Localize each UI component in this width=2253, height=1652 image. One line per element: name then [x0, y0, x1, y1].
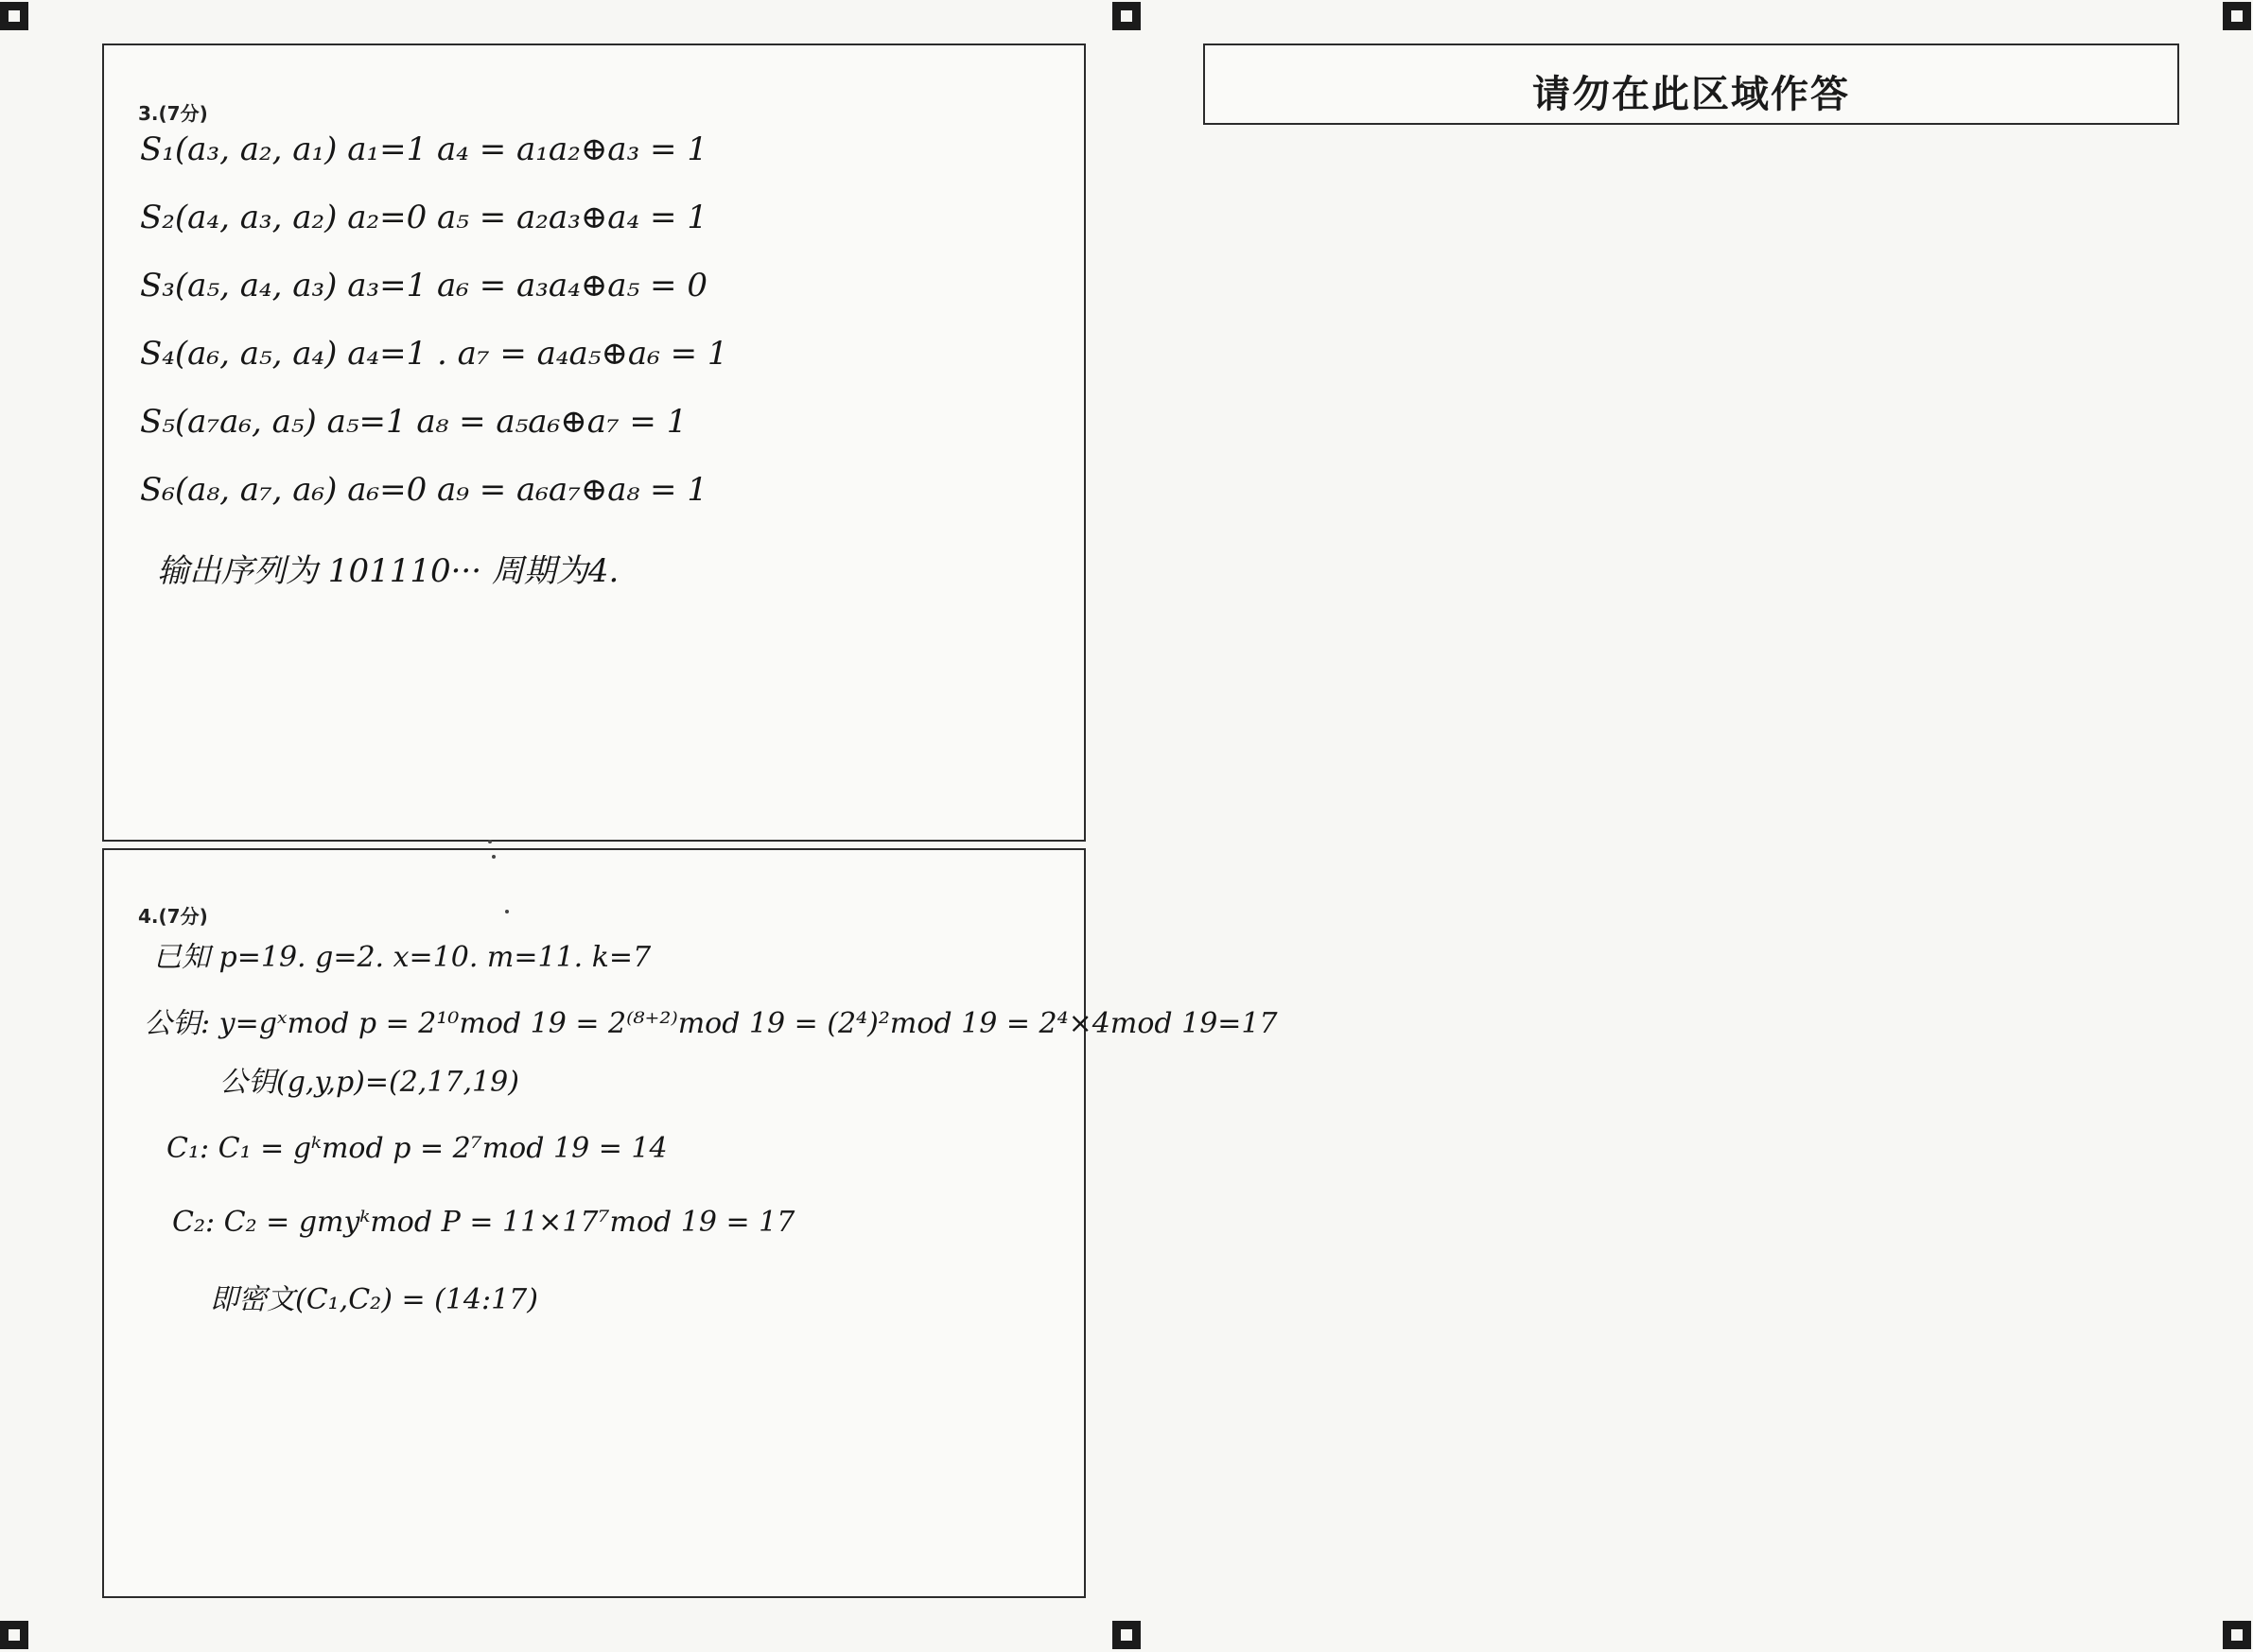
q4-c2: C₂: C₂ = gmyᵏmod P = 11×17⁷mod 19 = 17 — [172, 1206, 795, 1239]
corner-marker-top-center — [1112, 2, 1141, 30]
question-4-answer-box — [102, 848, 1278, 1598]
q3-line-5: S₅(a₇a₆, a₅) a₅=1 a₈ = a₅a₆⊕a₇ = 1 — [140, 403, 688, 441]
no-answer-notice-text: 请勿在此区域作答 — [1532, 73, 1850, 116]
q4-public-key: 公钥(g,y,p)=(2,17,19) — [219, 1066, 519, 1099]
q3-line-1: S₁(a₃, a₂, a₁) a₁=1 a₄ = a₁a₂⊕a₃ = 1 — [140, 130, 707, 168]
scan-speck — [492, 855, 496, 859]
scan-speck — [505, 910, 509, 913]
q4-given: 已知 p=19. g=2. x=10. m=11. k=7 — [153, 941, 652, 974]
corner-marker-bottom-right — [2223, 1621, 2251, 1649]
q3-line-4: S₄(a₆, a₅, a₄) a₄=1 . a₇ = a₄a₅⊕a₆ = 1 — [140, 335, 728, 373]
q3-line-3: S₃(a₅, a₄, a₃) a₃=1 a₆ = a₃a₄⊕a₅ = 0 — [140, 267, 707, 304]
corner-marker-bottom-left — [0, 1621, 28, 1649]
q3-conclusion: 输出序列为 101110··· 周期为4. — [157, 552, 620, 590]
no-answer-notice-box — [1203, 43, 2179, 125]
question-4-label: 4.(7分) — [138, 905, 208, 928]
corner-marker-top-right — [2223, 2, 2251, 30]
q4-public-key-calc: 公钥: y=gˣmod p = 2¹⁰mod 19 = 2⁽⁸⁺²⁾mod 19 = (2⁴)²mod 19 = 2⁴×4mod 19=17 — [144, 1007, 1278, 1040]
q4-ciphertext: 即密文(C₁,C₂) = (14:17) — [210, 1283, 538, 1316]
q4-c1: C₁: C₁ = gᵏmod p = 2⁷mod 19 = 14 — [166, 1132, 668, 1165]
corner-marker-top-left — [0, 2, 28, 30]
q3-line-6: S₆(a₈, a₇, a₆) a₆=0 a₉ = a₆a₇⊕a₈ = 1 — [140, 471, 707, 509]
scan-speck — [488, 840, 492, 843]
question-3-label: 3.(7分) — [138, 102, 208, 125]
question-3-answer-box — [102, 43, 1086, 842]
corner-marker-bottom-center — [1112, 1621, 1141, 1649]
q3-line-2: S₂(a₄, a₃, a₂) a₂=0 a₅ = a₂a₃⊕a₄ = 1 — [140, 199, 707, 236]
